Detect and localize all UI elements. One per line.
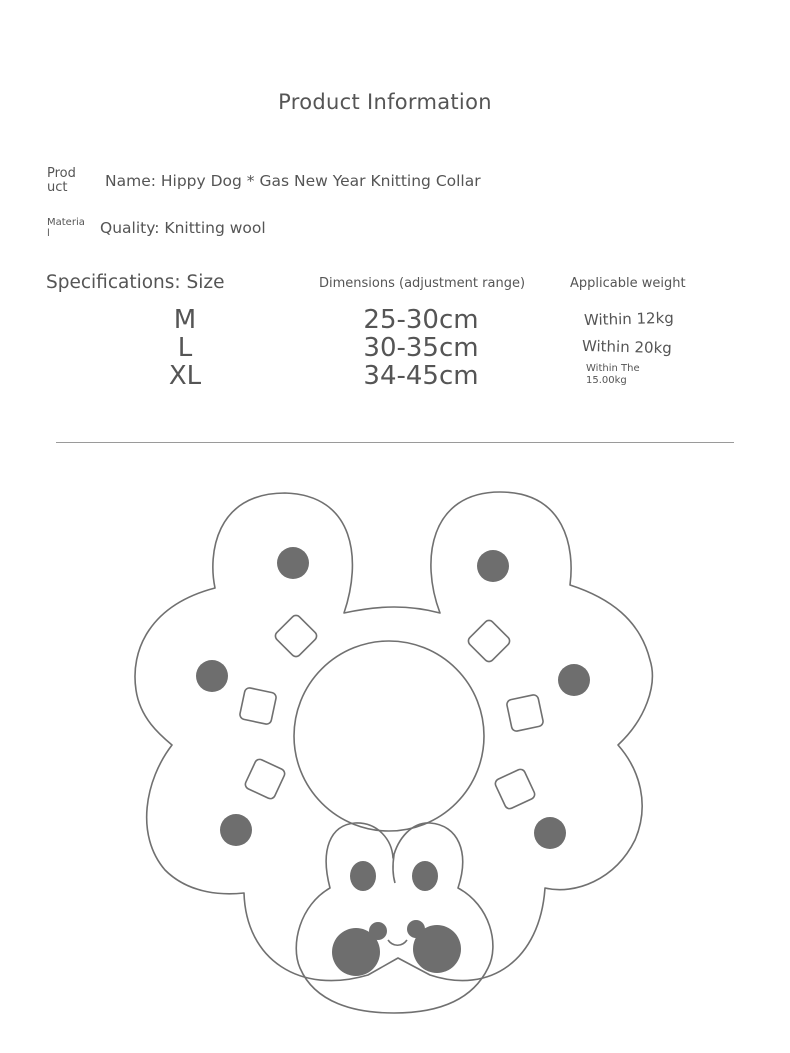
page-title: Product Information: [278, 90, 492, 114]
dimension-l: 30-35cm: [363, 333, 479, 363]
diamond-ornament: [273, 613, 318, 658]
weight-xl: Within The 15.00kg: [586, 363, 640, 386]
bunny-mouth: [388, 940, 407, 945]
bunny-cheek-right: [413, 925, 461, 973]
dimension-xl: 34-45cm: [363, 361, 479, 391]
diamond-ornament: [494, 768, 537, 811]
diamond-ornament: [506, 694, 544, 732]
bunny-cheek-left: [332, 928, 380, 976]
polka-dot: [277, 547, 309, 579]
polka-dot: [558, 664, 590, 696]
weight-l: Within 20kg: [581, 336, 673, 358]
product-name: Name: Hippy Dog * Gas New Year Knitting Collar: [105, 172, 481, 190]
diamond-ornament: [239, 687, 277, 725]
bunny-eye-left: [350, 861, 376, 891]
diamond-ornament: [244, 758, 287, 801]
product-label: Prod uct: [47, 166, 76, 195]
polka-dot: [220, 814, 252, 846]
bunny-ear-line: [393, 855, 395, 883]
bunny-head-outline: [296, 823, 493, 1013]
material-quality: Quality: Knitting wool: [100, 219, 266, 237]
neck-hole: [294, 641, 484, 831]
flower-collar-illustration: [0, 460, 790, 1053]
size-xl: XL: [168, 361, 202, 391]
diamond-ornament: [466, 618, 511, 663]
polka-dot: [534, 817, 566, 849]
size-l: L: [177, 333, 193, 363]
dimensions-column-header: Dimensions (adjustment range): [319, 276, 526, 291]
bunny-eye-right: [412, 861, 438, 891]
weight-column-header: Applicable weight: [570, 276, 686, 291]
polka-dot: [477, 550, 509, 582]
collar-outline: [135, 492, 652, 981]
size-m: M: [173, 305, 197, 335]
specifications-heading: Specifications: Size: [46, 272, 225, 293]
polka-dot: [196, 660, 228, 692]
section-divider: [56, 442, 734, 443]
weight-m: Within 12kg: [583, 308, 675, 330]
dimension-m: 25-30cm: [363, 305, 479, 335]
material-label: Materia l: [47, 217, 85, 239]
